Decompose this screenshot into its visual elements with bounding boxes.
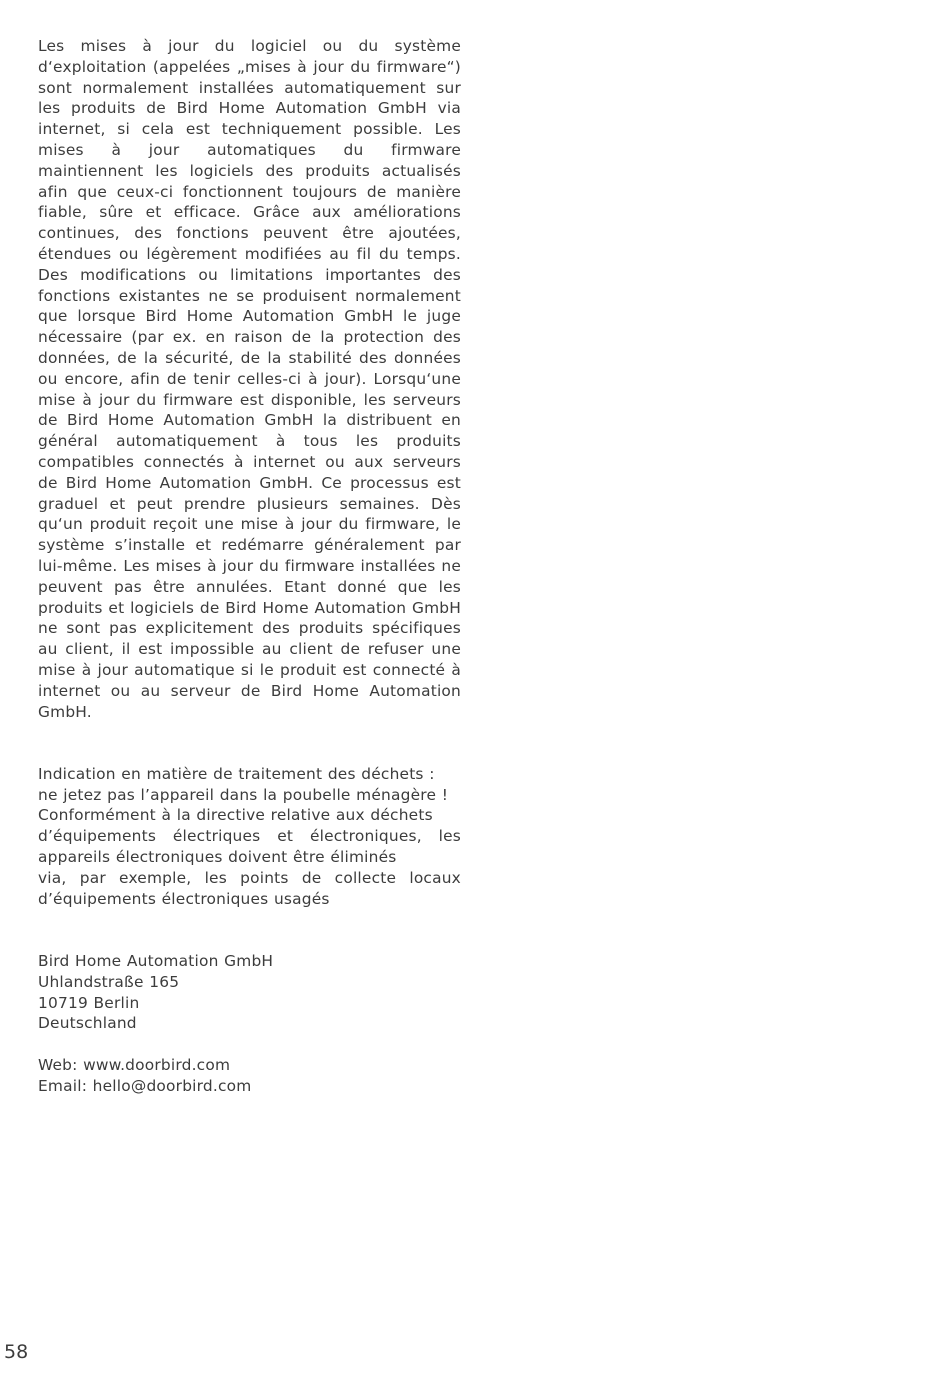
- street-address: Uhlandstraße 165: [38, 972, 180, 991]
- notice-line: Conformément à la directive relative aux déchets: [38, 806, 433, 825]
- company-name: Bird Home Automation GmbH: [38, 952, 274, 971]
- text-column: [38, 36, 461, 1097]
- postal-city: 10719 Berlin: [38, 993, 140, 1012]
- notice-line: via, par exemple, les points de collecte locaux: [38, 868, 461, 887]
- country: Deutschland: [38, 1014, 137, 1033]
- email: Email: hello@doorbird.com: [38, 1076, 252, 1095]
- page-number: 58: [4, 1341, 29, 1363]
- notice-line: appareils électroniques doivent être éliminés: [38, 848, 397, 867]
- notice-line: d’équipements électroniques usagés: [38, 889, 330, 908]
- website: Web: www.doorbird.com: [38, 1056, 231, 1075]
- notice-line: d’équipements électriques et électroniques, les: [38, 827, 461, 846]
- contact-info: [38, 1055, 461, 1097]
- firmware-update-paragraph: Les mises à jour du logiciel ou du système d‘exploitation (appelées „mises à jour du firmware“) sont normalement installées automatiquement sur les produits de Bird Home Automation GmbH via internet, si cela est techniquement possible. Les mises à jour automatiques du firmware maintiennent les logiciels des produits actualisés afin que ceux-ci fonctionnent toujours de manière fiable, sûre et efficace. Grâce aux améliorations continues, des fonctions peuvent être ajoutées, étendues ou légèrement modifiées au fil du temps. Des modifications ou limitations importantes des fonctions existantes ne se produisent normalement que lorsque Bird Home Automation GmbH le juge nécessaire (par ex. en raison de la protection des données, de la sécurité, de la stabilité des données ou encore, afin de tenir celles-ci à jour). Lorsqu‘une mise à jour du firmware est disponible, les serveurs de Bird Home Automation GmbH la distribuent en général automatiquement à tous les produits compatibles connectés à internet ou aux serveurs de Bird Home Automation GmbH. Ce processus est graduel et peut prendre plusieurs semaines. Dès qu‘un produit reçoit une mise à jour du firmware, le système s’installe et redémarre généralement par lui-même. Les mises à jour du firmware installées ne peuvent pas être annulées. Etant donné que les produits et logiciels de Bird Home Automation GmbH ne sont pas explicitement des produits spécifiques au client, il est impossible au client de refuser une mise à jour automatique si le produit est connecté à internet ou au serveur de Bird Home Automation GmbH.: [38, 37, 461, 721]
- notice-line: ne jetez pas l’appareil dans la poubelle ménagère !: [38, 785, 449, 804]
- company-address: [38, 951, 461, 1034]
- waste-disposal-notice: [38, 764, 461, 910]
- notice-line: Indication en matière de traitement des déchets :: [38, 764, 435, 783]
